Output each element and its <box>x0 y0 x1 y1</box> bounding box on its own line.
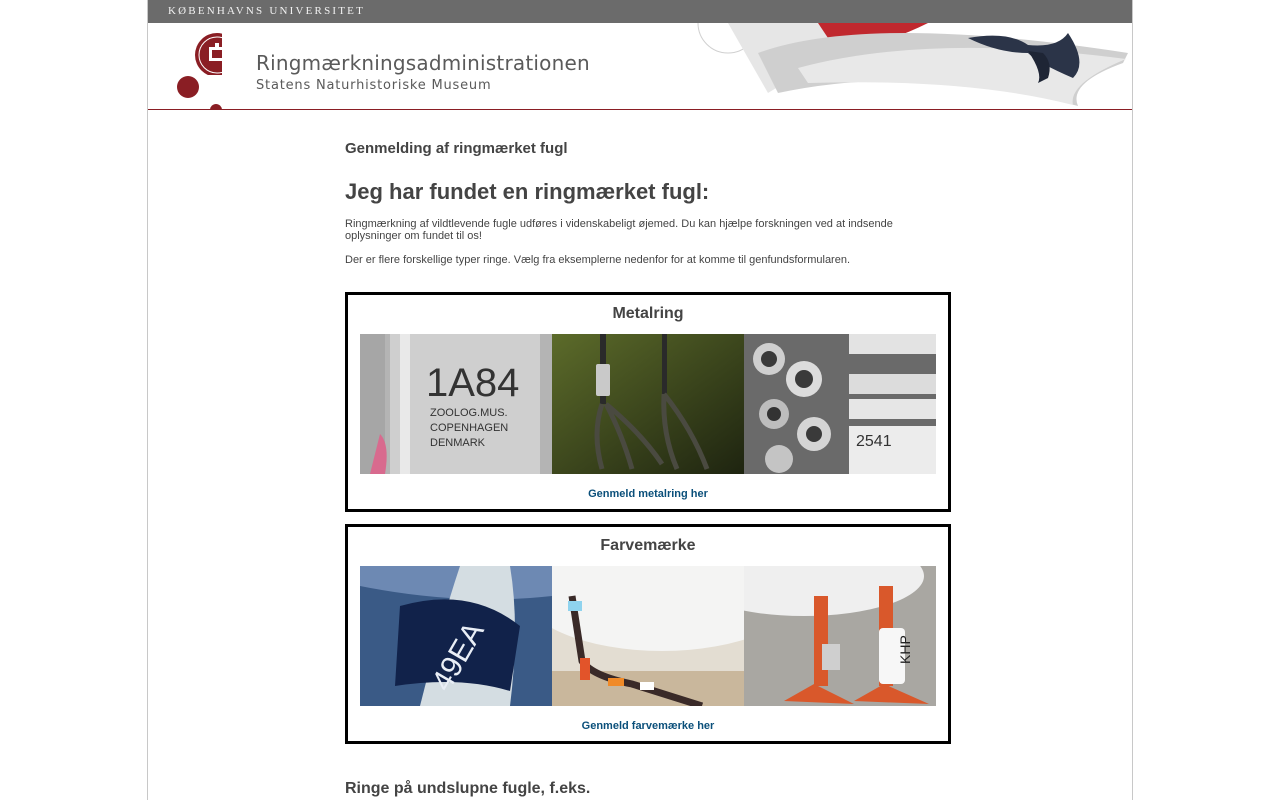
main-content <box>345 140 951 266</box>
logo-dots-icon <box>176 73 226 110</box>
svg-text:KHP: KHP <box>897 635 913 664</box>
pile-of-metal-rings-image[interactable] <box>744 334 936 474</box>
university-topbar <box>148 0 1132 23</box>
red-legs-with-white-ring-image[interactable] <box>744 566 936 706</box>
bird-legs-with-color-rings-image[interactable] <box>552 566 744 706</box>
ring-text: ZOOLOG.MUS. <box>430 407 508 419</box>
site-title[interactable]: Ringmærkningsadministrationen <box>256 51 590 75</box>
svg-text:COPENHAGEN: COPENHAGEN <box>430 422 509 434</box>
university-seal-icon[interactable] <box>172 25 222 75</box>
report-metalring-link[interactable]: Genmeld metalring her <box>588 488 708 500</box>
farvemaerke-card <box>345 524 951 744</box>
report-farvemaerke-link[interactable]: Genmeld farvemærke her <box>581 720 715 732</box>
card-title-metalring: Metalring <box>612 305 684 322</box>
blue-neck-collar-image[interactable] <box>360 566 552 706</box>
metal-ring-closeup-image[interactable] <box>360 334 552 474</box>
site-header <box>148 23 1132 110</box>
page-title: Jeg har fundet en ringmærket fugl: <box>345 179 710 204</box>
bird-leg-with-metal-ring-image[interactable] <box>552 334 744 474</box>
card-title-farvemaerke: Farvemærke <box>600 537 696 554</box>
intro-paragraph: Ringmærkning af vildtlevende fugle udføres i videnskabeligt øjemed. Du kan hjælpe forskningen ved at indsende oplysninger om fundet til os! <box>345 218 893 242</box>
svg-text:49EA: 49EA <box>425 616 491 697</box>
page-kicker: Genmelding af ringmærket fugl <box>345 140 568 157</box>
svg-text:1A84: 1A84 <box>426 361 520 405</box>
university-name[interactable]: KØBENHAVNS UNIVERSITET <box>168 5 366 17</box>
metalring-photos <box>360 334 936 474</box>
section-heading-escaped-birds: Ringe på undslupne fugle, f.eks. <box>345 780 591 797</box>
farvemaerke-photos <box>360 566 936 706</box>
metalring-card <box>345 292 951 512</box>
instruction-paragraph: Der er flere forskellige typer ringe. Vælg fra eksemplerne nedenfor for at komme til genfundsformularen. <box>345 254 851 266</box>
svg-text:DENMARK: DENMARK <box>430 437 486 449</box>
swallow-banner-image <box>668 23 1132 109</box>
page-container <box>147 0 1133 800</box>
svg-text:2541: 2541 <box>856 433 892 450</box>
site-subtitle: Statens Naturhistoriske Museum <box>256 78 492 93</box>
